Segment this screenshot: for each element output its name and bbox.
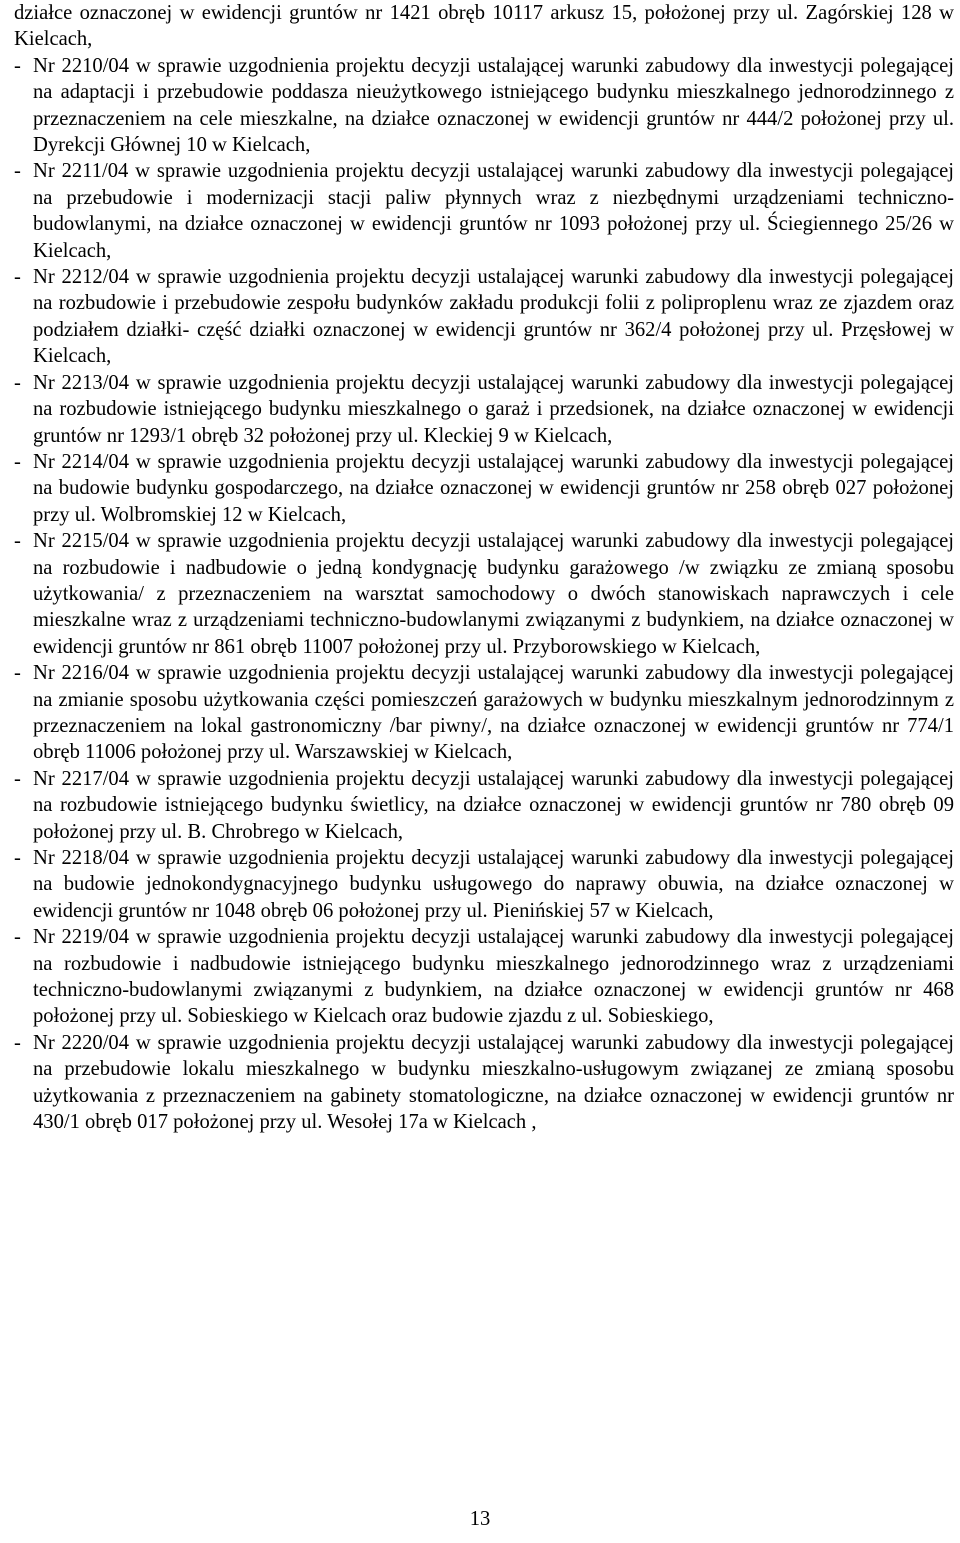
decision-list-item-text: Nr 2212/04 w sprawie uzgodnienia projektu decyzji ustalającej warunki zabudowy dla inwestycji polegającej na rozbudowie i przebudowie zespołu budynków zakładu produkcji folii z poliproplenu wraz ze zjazdem oraz podziałem działki- część działki oznaczonej w ewidencji gruntów nr 362/4 położonej przy ul. Przęsłowej w Kielcach, [33,266,954,368]
decision-list [14,53,954,1136]
decision-list-item [14,766,954,845]
list-dash: - [14,160,21,183]
continued-paragraph-text: działce oznaczonej w ewidencji gruntów nr 1421 obręb 10117 arkusz 15, położonej przy ul. Zagórskiej 128 w Kielcach, [14,2,954,51]
decision-list-item [14,158,954,264]
list-dash: - [14,266,21,289]
page-number: 13 [469,1508,491,1530]
list-dash: - [14,1031,21,1054]
document-body [14,0,954,1135]
list-dash: - [14,767,21,790]
list-dash: - [14,530,21,553]
continued-paragraph [14,0,954,53]
decision-list-item-text: Nr 2210/04 w sprawie uzgodnienia projektu decyzji ustalającej warunki zabudowy dla inwestycji polegającej na adaptacji i przebudowie poddasza nieużytkowego istniejącego budynku mieszkalnego jednorodzinnego z przeznaczeniem na cele mieszkalne, na działce oznaczonej w ewidencji gruntów nr 444/2 położonej przy ul. Dyrekcji Głównej 10 w Kielcach, [33,54,954,157]
decision-list-item [14,264,954,370]
decision-list-item-text: Nr 2213/04 w sprawie uzgodnienia projektu decyzji ustalającej warunki zabudowy dla inwestycji polegającej na rozbudowie istniejącego budynku mieszkalnego o garaż i przedsionek, na działce oznaczonej w ewidencji gruntów nr 1293/1 obręb 32 położonej przy ul. Kleckiej 9 w Kielcach, [33,371,954,447]
list-dash: - [14,662,21,685]
list-dash: - [14,847,21,869]
decision-list-item [14,1030,954,1136]
decision-list-item [14,660,954,766]
list-dash: - [14,371,21,394]
decision-list-item [14,370,954,449]
list-dash: - [14,450,21,473]
decision-list-item-text: Nr 2218/04 w sprawie uzgodnienia projektu decyzji ustalającej warunki zabudowy dla inwestycji polegającej na budowie jednokondygnacyjnego budynku usługowego do naprawy obuwia, na działce oznaczonej w ewidencji gruntów nr 1048 obręb 06 położonej przy ul. Pienińskiej 57 w Kielcach, [33,847,954,922]
decision-list-item-text: Nr 2211/04 w sprawie uzgodnienia projektu decyzji ustalającej warunki zabudowy dla inwestycji polegającej na przebudowie i modernizacji stacji paliw płynnych wraz z niezbędnymi urządzeniami techniczno-budowlanymi, na działce oznaczonej w ewidencji gruntów nr 1093 położonej przy ul. Ściegiennego 25/26 w Kielcach, [33,160,954,262]
list-dash: - [14,54,21,77]
decision-list-item [14,449,954,528]
decision-list-item-text: Nr 2219/04 w sprawie uzgodnienia projektu decyzji ustalającej warunki zabudowy dla inwestycji polegającej na rozbudowie i nadbudowie istniejącego budynku mieszkalnego jednorodzinnego wraz z urządzeniami techniczno-budowlanymi związanymi z budynkiem, na działce oznaczonej w ewidencji gruntów nr 468 położonej przy ul. Sobieskiego w Kielcach oraz budowie zjazdu z ul. Sobieskiego, [33,926,954,1028]
decision-list-item [14,53,954,159]
decision-list-item-text: Nr 2214/04 w sprawie uzgodnienia projektu decyzji ustalającej warunki zabudowy dla inwestycji polegającej na budowie budynku gospodarczego, na działce oznaczonej w ewidencji gruntów nr 258 obręb 027 położonej przy ul. Wolbromskiej 12 w Kielcach, [33,450,954,526]
list-dash: - [14,926,21,949]
decision-list-item-text: Nr 2220/04 w sprawie uzgodnienia projektu decyzji ustalającej warunki zabudowy dla inwestycji polegającej na przebudowie lokalu mieszkalnego w budynku mieszkalno-usługowym związanej ze zmianą sposobu użytkowania z przeznaczeniem na gabinety stomatologiczne, na działce oznaczonej w ewidencji gruntów nr 430/1 obręb 017 położonej przy ul. Wesołej 17a w Kielcach , [33,1031,954,1134]
decision-list-item [14,528,954,660]
decision-list-item [14,845,954,924]
decision-list-item-text: Nr 2215/04 w sprawie uzgodnienia projektu decyzji ustalającej warunki zabudowy dla inwestycji polegającej na rozbudowie i nadbudowie o jedną kondygnację budynku garażowego /w związku ze zmianą sposobu użytkowania/ z przeznaczeniem na warsztat samochodowy o dwóch stanowiskach naprawczych i cele mieszkalne wraz z urządzeniami techniczno-budowlanymi związanymi z budynkiem, na działce oznaczonej w ewidencji gruntów nr 861 obręb 11007 położonej przy ul. Przyborowskiego w Kielcach, [33,530,954,658]
decision-list-item-text: Nr 2217/04 w sprawie uzgodnienia projektu decyzji ustalającej warunki zabudowy dla inwestycji polegającej na rozbudowie istniejącego budynku świetlicy, na działce oznaczonej w ewidencji gruntów nr 780 obręb 09 położonej przy ul. B. Chrobrego w Kielcach, [33,767,954,843]
decision-list-item-text: Nr 2216/04 w sprawie uzgodnienia projektu decyzji ustalającej warunki zabudowy dla inwestycji polegającej na zmianie sposobu użytkowania części pomieszczeń garażowych w budynku mieszkalnym jednorodzinnym z przeznaczeniem na lokal gastronomiczny /bar piwny/, na działce oznaczonej w ewidencji gruntów nr 774/1 obręb 11006 położonej przy ul. Warszawskiej w Kielcach, [33,662,954,764]
decision-list-item [14,924,954,1030]
